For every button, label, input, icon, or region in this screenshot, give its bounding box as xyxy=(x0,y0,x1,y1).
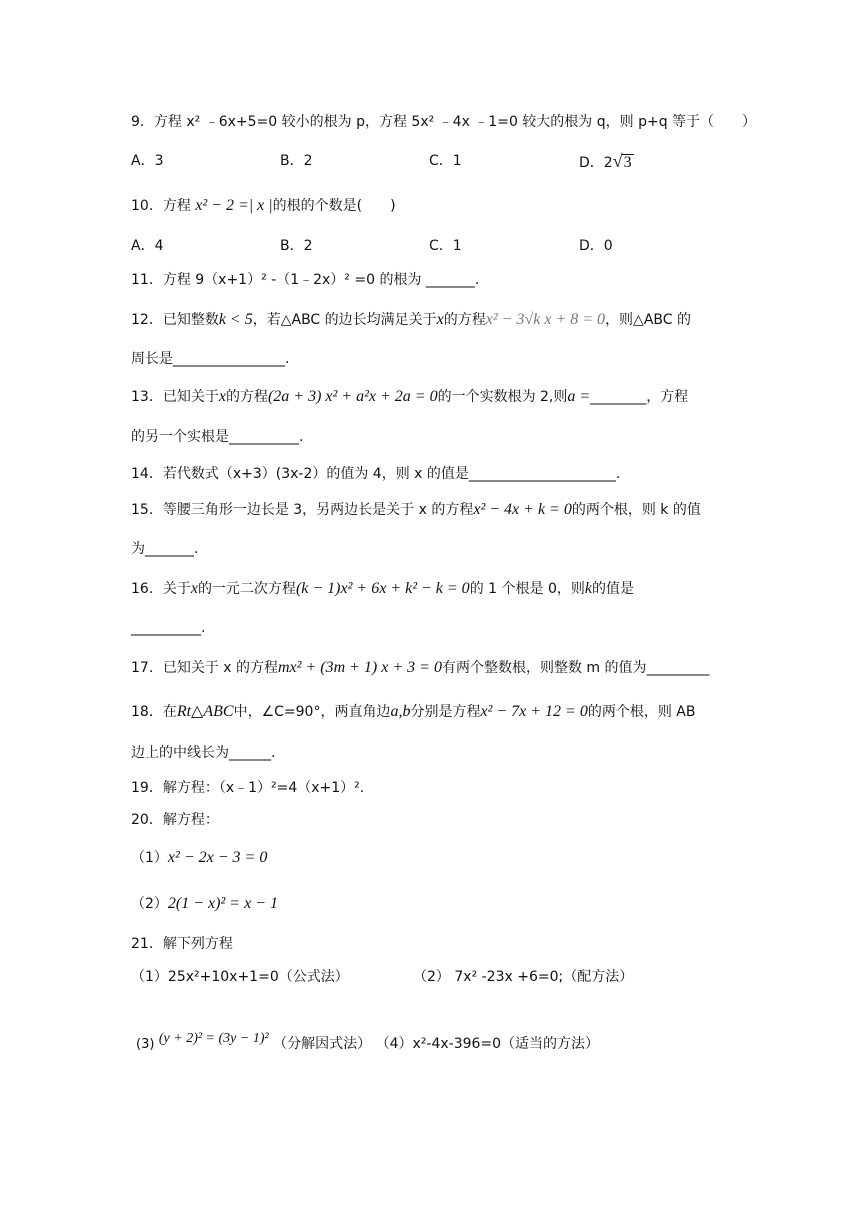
q20-equation-1: x² − 2x − 3 = 0 xyxy=(167,849,268,866)
q10-option-a: A．4 xyxy=(131,238,164,254)
q21-part1: （1）25x²+10x+1=0（公式法） xyxy=(131,969,349,985)
question-21-title: 21．解下列方程 xyxy=(131,936,233,952)
question-19: 19．解方程：（x﹣1）²=4（x+1）². xyxy=(131,780,365,796)
q9-option-b: B．2 xyxy=(280,153,313,169)
q10-option-c: C．1 xyxy=(429,238,462,254)
question-14: 14．若代数式（x+3）(3x-2）的值为 4，则 x 的值是_____________________. xyxy=(131,466,621,482)
question-13-line2: 的另一个实根是__________. xyxy=(131,429,304,445)
question-20-title: 20．解方程： xyxy=(131,812,219,828)
question-13-line1: 13．已知关于x的方程(2a + 3) x² + a²x + 2a = 0的一个实数根为 2,则a =________，方程 xyxy=(131,388,689,405)
q10-equation: x² − 2 =| x | xyxy=(195,197,273,214)
q12-condition: k < 5 xyxy=(218,311,253,328)
radical-sign: √ xyxy=(612,151,623,171)
question-21-row2: (3) (y + 2)² = (3y − 1)² （分解因式法） （4）x²-4x-396=0（适当的方法） xyxy=(136,1031,600,1052)
q16-equation: (k − 1)x² + 6x + k² − k = 0 xyxy=(295,580,470,597)
q21-equation-3: (y + 2)² = (3y − 1)² xyxy=(158,1031,269,1046)
question-17: 17．已知关于 x 的方程mx² + (3m + 1) x + 3 = 0有两个整数根，则整数 m 的值为_________ xyxy=(131,659,710,676)
question-9-options xyxy=(131,150,731,174)
q9-option-d: D．2√3 xyxy=(579,151,632,171)
q17-equation: mx² + (3m + 1) x + 3 = 0 xyxy=(278,659,442,676)
q12-equation: x² − 3√k x + 8 = 0 xyxy=(485,311,606,328)
q15-equation: x² − 4x + k = 0 xyxy=(473,501,572,518)
q21-part4: （4）x²-4x-396=0（适当的方法） xyxy=(375,1036,600,1052)
q13-equation: (2a + 3) x² + a²x + 2a = 0 xyxy=(267,388,438,405)
question-10-stem: 10．方程 x² − 2 =| x |的根的个数是( ) xyxy=(131,197,396,214)
question-9-stem: 9．方程 x² ﹣6x+5=0 较小的根为 p，方程 5x² ﹣4x ﹣1=0 较大的根为 q，则 p+q 等于（ ） xyxy=(131,114,757,130)
question-10-options xyxy=(131,235,731,259)
q9-sqrt-radicand: 3 xyxy=(623,154,632,171)
question-20-part1: （1）x² − 2x − 3 = 0 xyxy=(131,849,268,866)
question-18-line1: 18．在Rt△ABC中，∠C=90°，两直角边a,b分别是方程x² − 7x + 12 = 0的两个根，则 AB xyxy=(131,703,696,720)
question-20-part2: （2）2(1 − x)² = x − 1 xyxy=(131,895,278,912)
q18-equation: x² − 7x + 12 = 0 xyxy=(480,703,588,720)
q9-option-c: C．1 xyxy=(429,153,462,169)
q10-option-d: D．0 xyxy=(579,238,613,254)
question-12-line1: 12．已知整数k < 5，若△ABC 的边长均满足关于x的方程x² − 3√k x + 8 = 0，则△ABC 的 xyxy=(131,311,691,328)
q21-part2: （2） 7x² -23x +6=0;（配方法） xyxy=(413,969,634,985)
q10-option-b: B．2 xyxy=(280,238,313,254)
question-18-line2: 边上的中线长为______. xyxy=(131,745,276,761)
q20-equation-2: 2(1 − x)² = x − 1 xyxy=(167,895,278,912)
question-16-line1: 16．关于x的一元二次方程(k − 1)x² + 6x + k² − k = 0的 1 个根是 0，则k的值是 xyxy=(131,580,634,597)
question-21-row1 xyxy=(131,966,728,990)
question-12-line2: 周长是________________. xyxy=(131,351,290,367)
question-15-line1: 15．等腰三角形一边长是 3，另两边长是关于 x 的方程x² − 4x + k = 0的两个根，则 k 的值 xyxy=(131,501,701,518)
question-15-line2: 为_______. xyxy=(131,541,199,557)
question-11: 11．方程 9（x+1）² -（1﹣2x）² =0 的根为 _______. xyxy=(131,272,480,288)
q9-option-a: A．3 xyxy=(131,153,164,169)
question-16-line2: __________. xyxy=(131,620,206,636)
